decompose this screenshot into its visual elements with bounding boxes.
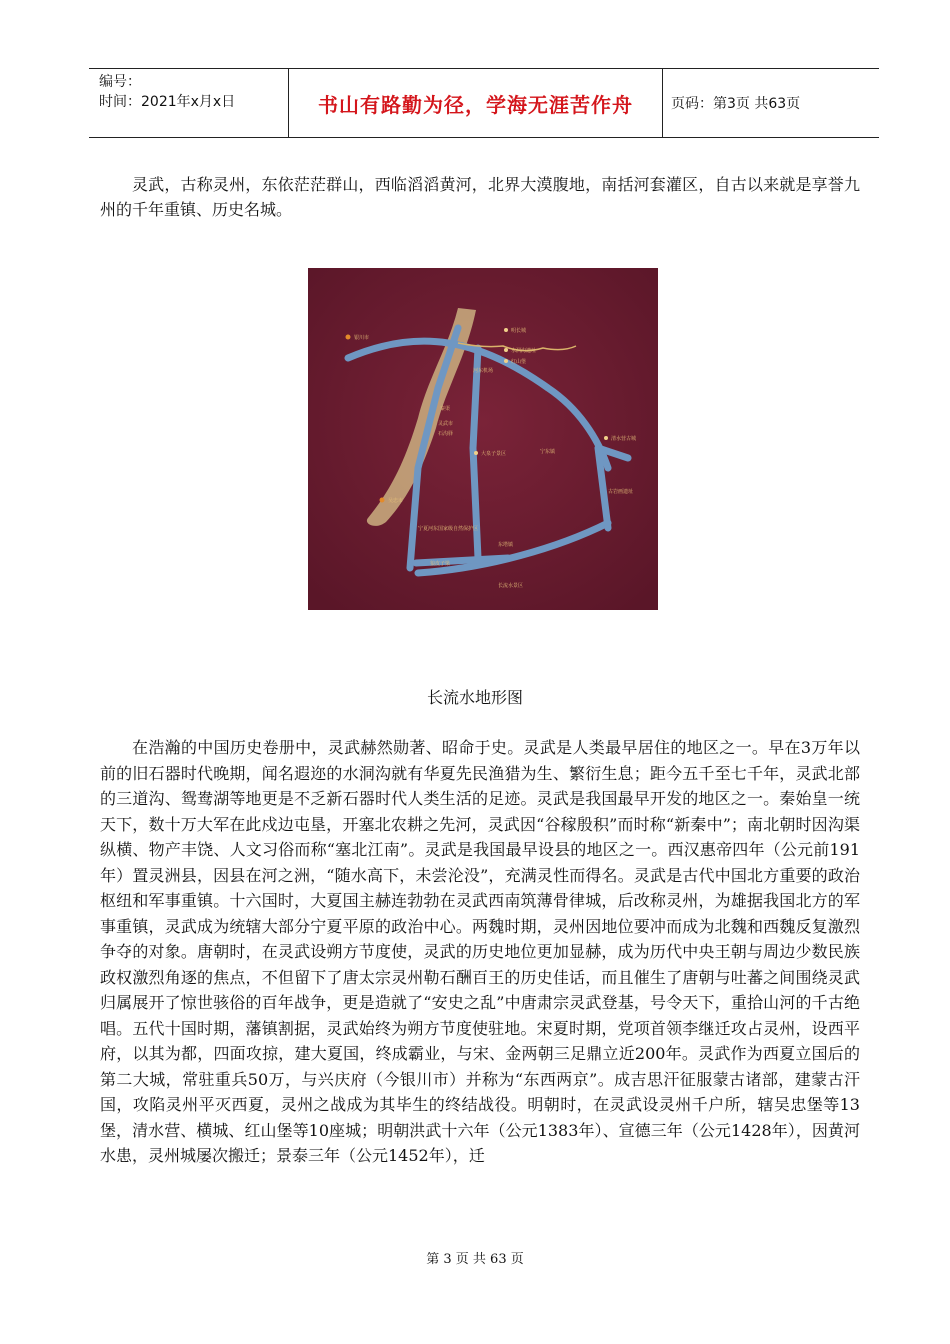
label-wuzhong: 吴忠市 — [388, 498, 404, 504]
label-qingshui: 清水营古城 — [611, 436, 637, 442]
marker-qingshui — [604, 436, 608, 440]
label-yinchuan: 银川市 — [354, 335, 370, 341]
label-daquan: 大泉子景区 — [481, 451, 507, 457]
marker-daquan — [474, 451, 478, 455]
time-label: 时间：2021年x月x日 — [99, 94, 236, 110]
label-shifu: 石沟驿 — [438, 431, 454, 437]
marker-yinchuan — [346, 335, 351, 340]
label-shuidonggou: 水洞沟遗址 — [511, 348, 537, 354]
label-shanglu: 古岩画遗址 — [608, 489, 634, 495]
label-dongta: 东塔镇 — [498, 542, 514, 548]
map-caption: 长流水地形图 — [426, 688, 523, 707]
label-ningdong: 宁东镇 — [540, 449, 556, 455]
marker-mingchangcheng — [504, 328, 508, 332]
marker-wuzhong — [380, 498, 385, 503]
history-paragraph: 在浩瀚的中国历史卷册中，灵武赫然勋著、昭命于史。灵武是人类最早居住的地区之一。早在3万年以前的旧石器时代晚期，闻名遐迩的水洞沟就有华夏先民渔猎为生、繁衍生息；距今五千至七千年，灵武北部的三道沟、鸳鸯湖等地更是不乏新石器时代人类生活的足迹。灵武是我国最早开发的地区之一。秦始皇一统天下，数十万大军在此戍边屯垦，开塞北农耕之先河，灵武因“谷稼殷积”而时称“新秦中”；南北朝时因沟渠纵横、物产丰饶、人文习俗而称“塞北江南”。灵武是我国最早设县的地区之一。西汉惠帝四年（公元前191年）置灵洲县，因县在河之洲，“随水高下，未尝沦没”，充满灵性而得名。灵武是古代中国北方重要的政治枢纽和军事重镇。十六国时，大夏国主赫连勃勃在灵武西南筑薄骨律城，后改称灵州，为雄据我国北方的军事重镇，灵武成为统辖大部分宁夏平原的政治中心。两魏时期，灵州因地位要冲而成为北魏和西魏反复激烈争夺的对象。唐朝时，在灵武设朔方节度使，灵武的历史地位更加显赫，成为历代中央王朝与周边少数民族政权激烈角逐的焦点，不但留下了唐太宗灵州勒石酬百王的历史佳话，而且催生了唐朝与吐蕃之间围绕灵武归属展开了惊世骇俗的百年战争，更是造就了“安史之乱”中唐肃宗灵武登基，号令天下，重拾山河的千古绝唱。五代十国时期，藩镇割据，灵武始终为朔方节度使驻地。宋夏时期，党项首领李继迁攻占灵州，设西平府，以其为都，四面攻掠，建大夏国，终成霸业，与宋、金两朝三足鼎立近200年。灵武作为西夏立国后的第二大城，常驻重兵50万，与兴庆府（今银川市）并称为“东西两京”。成吉思汗征服蒙古诸部，建蒙古汗国，攻陷灵州平灭西夏，灵州之战成为其毕生的终结战役。明朝时，在灵武设灵州千户所，辖吴忠堡等13堡，清水营、横城、红山堡等10座城；明朝洪武十六年（公元1383年）、宣德三年（公元1428年），因黄河水患，灵州城屡次搬迁；景泰三年（公元1452年），迁 — [100, 738, 860, 1165]
label-mingchangcheng: 明长城 — [511, 328, 527, 334]
intro-paragraph: 灵武，古称灵州，东依茫茫群山，西临滔滔黄河，北界大漠腹地，南括河套灌区，自古以来就是享誉九州的千年重镇、历史名城。 — [100, 175, 860, 219]
label-lingwu: 灵武市 — [438, 421, 454, 427]
number-label: 编号： — [99, 74, 141, 90]
label-qinqu: 秦渠 — [440, 406, 451, 412]
marker-hongshanbao — [504, 359, 508, 363]
terrain-map — [308, 268, 658, 610]
page-header — [89, 68, 879, 138]
header-motto: 书山有路勤为径，学海无涯苦作舟 — [289, 69, 663, 137]
page-footer: 第 3 页 共 63 页 — [426, 1252, 524, 1267]
label-hongshanbao: 红山堡 — [511, 359, 527, 365]
marker-shuidonggou — [504, 348, 508, 352]
header-page-label: 页码：第3页 共63页 — [671, 96, 801, 112]
label-changliushui: 长流水景区 — [498, 583, 524, 589]
header-meta — [89, 69, 289, 137]
label-fangyuan: 河东机场 — [473, 368, 494, 374]
label-zhaqiao: 狼皮子梁 — [430, 561, 451, 567]
label-zhuanghu: 宁夏河东国家级自然保护区 — [418, 526, 479, 532]
